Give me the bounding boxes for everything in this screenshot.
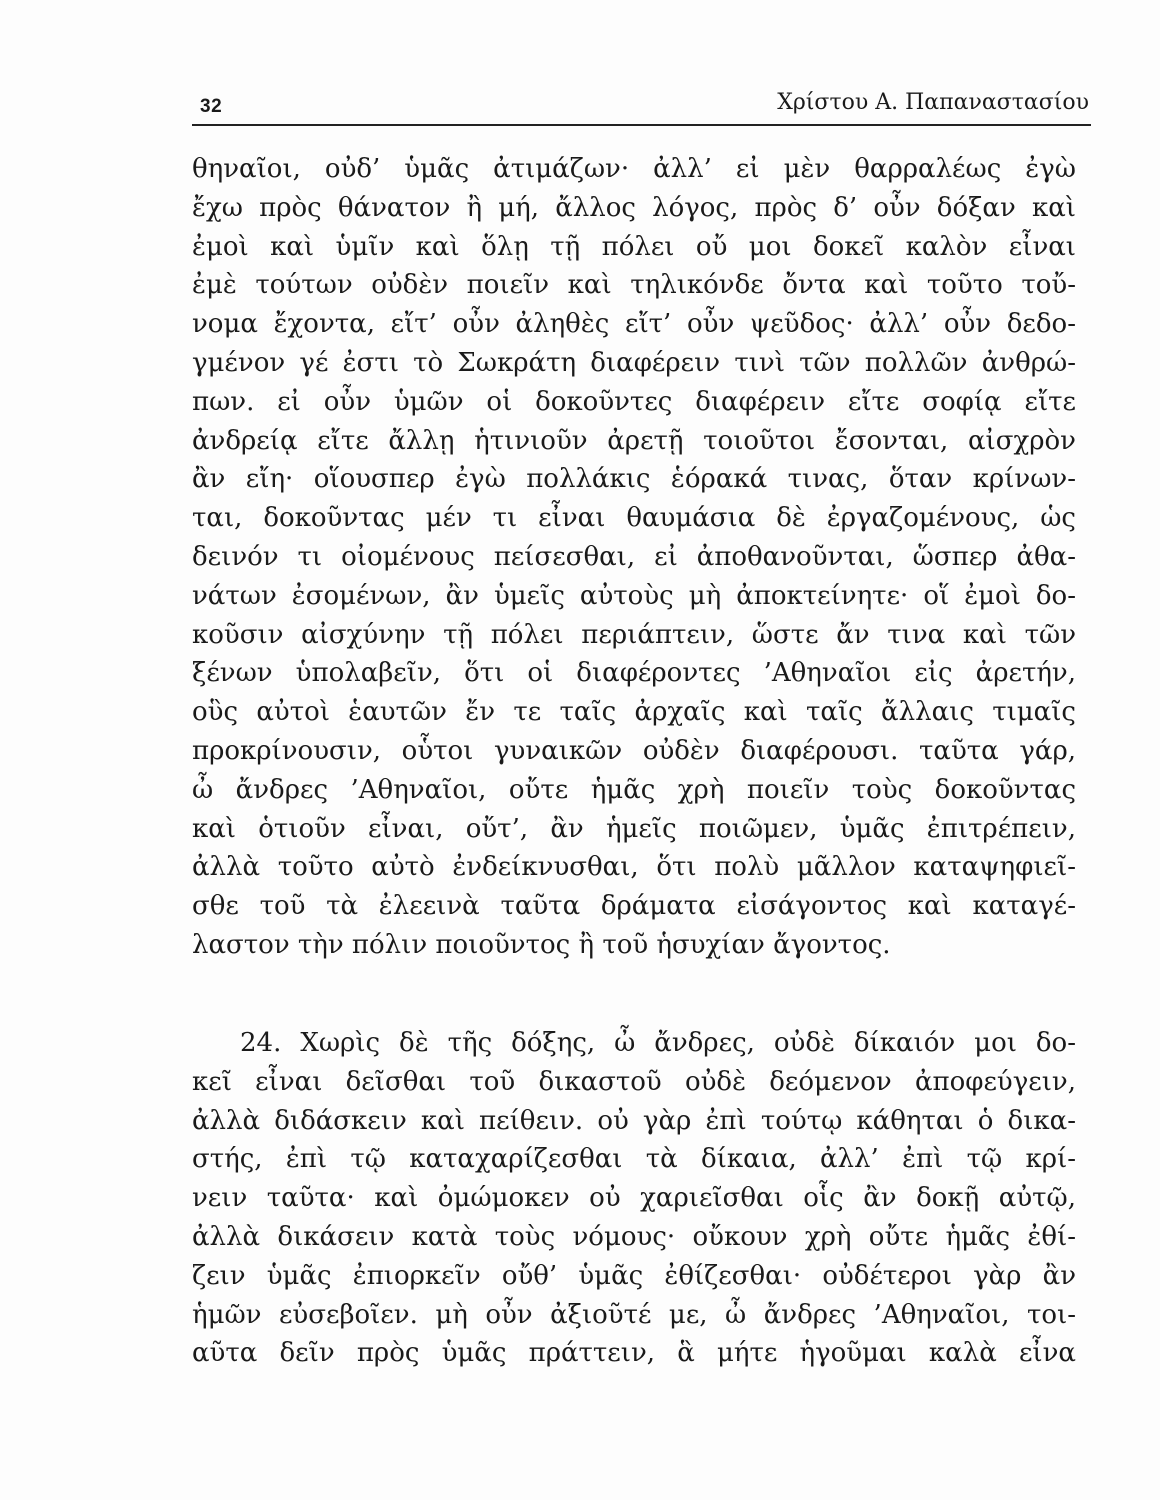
header-rule (192, 124, 1091, 126)
page-number: 32 (200, 96, 223, 117)
text-line: ἀνδρείᾳ εἴτε ἄλλῃ ἡτινιοῦν ἀρετῇ τοιοῦτοι ἔσονται, αἰσχρὸν (192, 425, 1076, 456)
text-line: καὶ ὁτιοῦν εἶναι, οὔτ’, ἂν ἡμεῖς ποιῶμεν, ὑμᾶς ἐπιτρέπειν, (192, 813, 1076, 844)
text-line: ἂν εἴη· οἵουσπερ ἐγὼ πολλάκις ἑόρακά τινας, ὅταν κρίνων- (192, 464, 1076, 495)
text-line: προκρίνουσιν, οὗτοι γυναικῶν οὐδὲν διαφέρουσι. ταῦτα γάρ, (192, 735, 1076, 766)
text-line: ζειν ὑμᾶς ἐπιορκεῖν οὔθ’ ὑμᾶς ἐθίζεσθαι· οὐδέτεροι γὰρ ἂν (192, 1260, 1076, 1291)
text-line: οὓς αὐτοὶ ἑαυτῶν ἔν τε ταῖς ἀρχαῖς καὶ ταῖς ἄλλαις τιμαῖς (192, 697, 1076, 728)
text-line: σθε τοῦ τὰ ἐλεεινὰ ταῦτα δράματα εἰσάγοντος καὶ καταγέ- (192, 891, 1076, 922)
text-line: 24. Χωρὶς δὲ τῆς δόξης, ὦ ἄνδρες, οὐδὲ δίκαιόν μοι δο- (240, 1028, 1076, 1058)
text-line: νάτων ἐσομένων, ἂν ὑμεῖς αὐτοὺς μὴ ἀποκτείνητε· οἵ ἐμοὶ δο- (192, 580, 1076, 611)
paragraph-2 (192, 1024, 1076, 1373)
text-line: ται, δοκοῦντας μέν τι εἶναι θαυμάσια δὲ ἐργαζομένους, ὡς (192, 503, 1076, 534)
text-line: νομα ἔχοντα, εἴτ’ οὖν ἀληθὲς εἴτ’ οὖν ψεῦδος· ἀλλ’ οὖν δεδο- (192, 309, 1076, 340)
text-line: λαστον τὴν πόλιν ποιοῦντος ἢ τοῦ ἡσυχίαν ἄγοντος. (192, 929, 891, 960)
text-line: γμένον γέ ἐστι τὸ Σωκράτη διαφέρειν τινὶ τῶν πολλῶν ἀνθρώ- (192, 347, 1076, 378)
text-line: δεινόν τι οἰομένους πείσεσθαι, εἰ ἀποθανοῦνται, ὥσπερ ἀθα- (192, 541, 1076, 572)
text-line: ἀλλὰ διδάσκειν καὶ πείθειν. οὐ γὰρ ἐπὶ τούτῳ κάθηται ὁ δικα- (192, 1105, 1076, 1136)
text-line: ἐμοὶ καὶ ὑμῖν καὶ ὅλῃ τῇ πόλει οὔ μοι δοκεῖ καλὸν εἶναι (192, 231, 1076, 262)
text-line: ἡμῶν εὐσεβοῖεν. μὴ οὖν ἀξιοῦτέ με, ὦ ἄνδρες ’Αθηναῖοι, τοι- (192, 1299, 1076, 1330)
text-line: ἀλλὰ τοῦτο αὐτὸ ἐνδείκνυσθαι, ὅτι πολὺ μᾶλλον καταψηφιεῖ- (192, 852, 1076, 883)
text-line: ξένων ὑπολαβεῖν, ὅτι οἱ διαφέροντες ’Αθηναῖοι εἰς ἀρετήν, (192, 658, 1076, 689)
text-line: κεῖ εἶναι δεῖσθαι τοῦ δικαστοῦ οὐδὲ δεόμενον ἀποφεύγειν, (192, 1066, 1076, 1097)
page-header (192, 84, 1091, 124)
text-line: νειν ταῦτα· καὶ ὀμώμοκεν οὐ χαριεῖσθαι οἷς ἂν δοκῇ αὐτῷ, (192, 1183, 1076, 1214)
text-line: αῦτα δεῖν πρὸς ὑμᾶς πράττειν, ἃ μήτε ἡγοῦμαι καλὰ εἶνα (192, 1338, 1076, 1369)
paragraph-1 (192, 150, 1076, 965)
text-line: ἐμὲ τούτων οὐδὲν ποιεῖν καὶ τηλικόνδε ὄντα καὶ τοῦτο τοὔ- (192, 270, 1076, 301)
text-line: ἀλλὰ δικάσειν κατὰ τοὺς νόμους· οὔκουν χρὴ οὔτε ἡμᾶς ἐθί- (192, 1221, 1076, 1252)
text-line: ἔχω πρὸς θάνατον ἢ μή, ἄλλος λόγος, πρὸς δ’ οὖν δόξαν καὶ (192, 192, 1076, 223)
text-line: πων. εἰ οὖν ὑμῶν οἱ δοκοῦντες διαφέρειν εἴτε σοφίᾳ εἴτε (192, 386, 1076, 417)
text-line: θηναῖοι, οὐδ’ ὑμᾶς ἀτιμάζων· ἀλλ’ εἰ μὲν θαρραλέως ἐγὼ (192, 154, 1076, 184)
text-line: κοῦσιν αἰσχύνην τῇ πόλει περιάπτειν, ὥστε ἄν τινα καὶ τῶν (192, 619, 1076, 650)
text-line: ὦ ἄνδρες ’Αθηναῖοι, οὔτε ἡμᾶς χρὴ ποιεῖν τοὺς δοκοῦντας (192, 774, 1076, 805)
running-head: Χρίστου Α. Παπαναστασίου (777, 90, 1089, 115)
text-line: στής, ἐπὶ τῷ καταχαρίζεσθαι τὰ δίκαια, ἀλλ’ ἐπὶ τῷ κρί- (192, 1144, 1076, 1175)
